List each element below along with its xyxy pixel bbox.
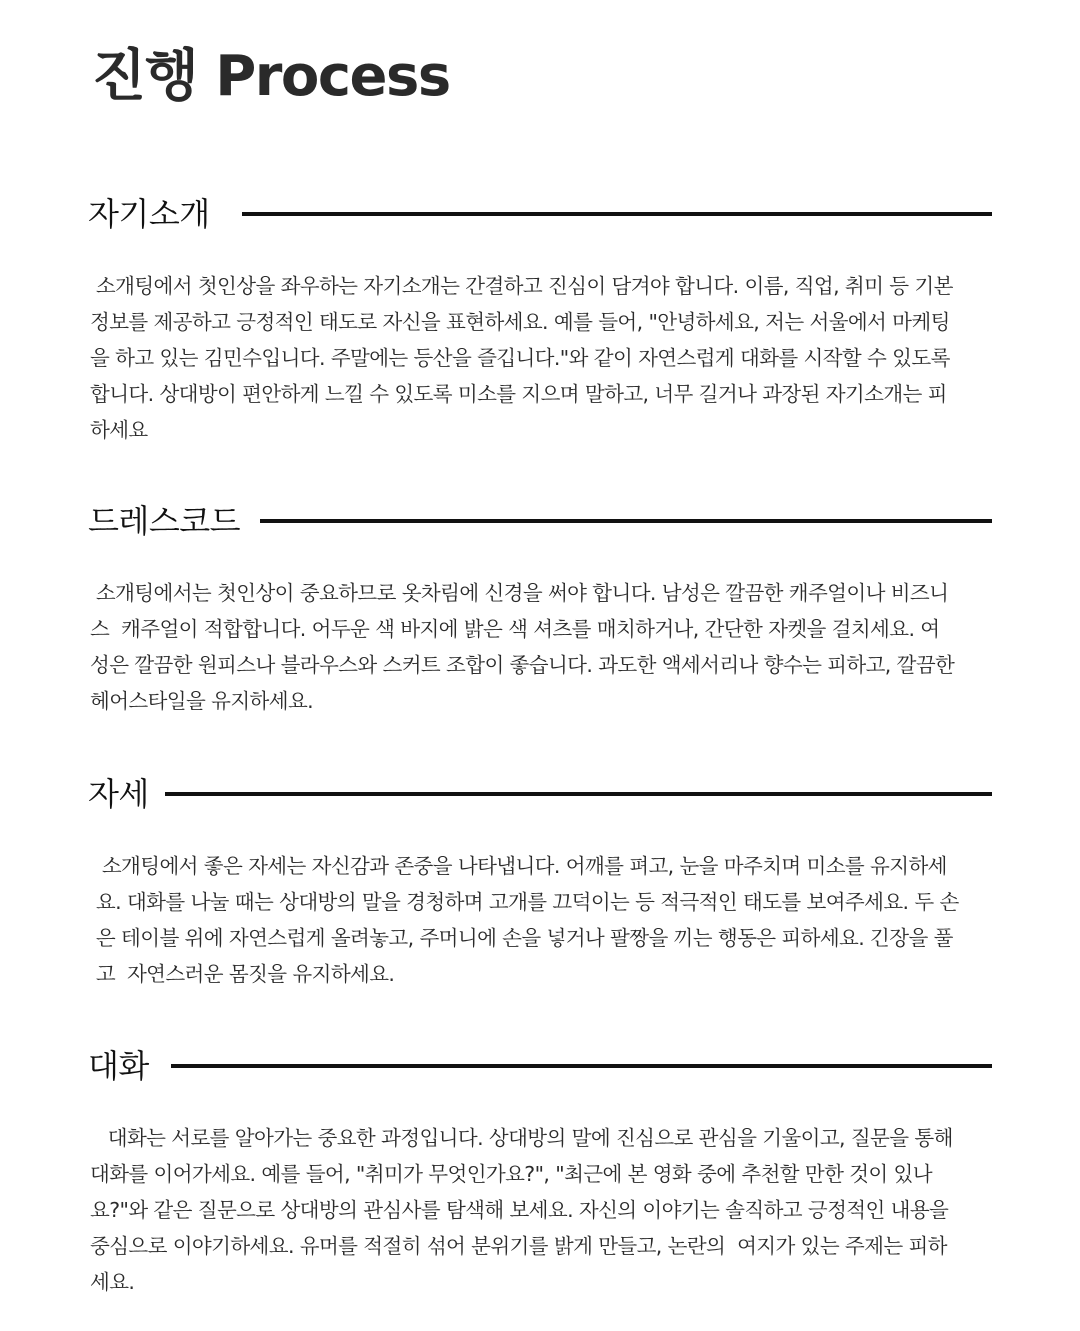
section-self-introduction xyxy=(88,190,992,448)
body-line: 요. 대화를 나눌 때는 상대방의 말을 경청하며 고개를 끄덕이는 등 적극적인 태도를 보여주세요. 두 손 xyxy=(90,890,959,914)
body-line: 스 캐주얼이 적합합니다. 어두운 색 바지에 밝은 색 셔츠를 매치하거나, 간단한 자켓을 걸치세요. 여 xyxy=(90,617,940,641)
section-divider xyxy=(165,792,992,796)
section-dress-code xyxy=(88,497,992,719)
section-heading: 드레스코드 xyxy=(88,502,241,540)
body-line: 을 하고 있는 김민수입니다. 주말에는 등산을 즐깁니다."와 같이 자연스럽게 대화를 시작할 수 있도록 xyxy=(90,346,950,370)
body-line: 중심으로 이야기하세요. 유머를 적절히 섞어 분위기를 밝게 만들고, 논란의 여지가 있는 주제는 피하 xyxy=(90,1234,947,1258)
section-body xyxy=(88,575,990,719)
body-line: 하세요 xyxy=(90,418,148,442)
body-line: 소개팅에서는 첫인상이 중요하므로 옷차림에 신경을 써야 합니다. 남성은 깔끔한 캐주얼이나 비즈니 xyxy=(90,581,949,605)
page-title: 진행 Process xyxy=(92,44,450,109)
body-line: 소개팅에서 좋은 자세는 자신감과 존중을 나타냅니다. 어깨를 펴고, 눈을 마주치며 미소를 유지하세 xyxy=(90,854,947,878)
section-divider xyxy=(260,519,992,523)
body-line: 고 자연스러운 몸짓을 유지하세요. xyxy=(90,962,395,986)
section-body xyxy=(88,848,990,992)
body-line: 대화는 서로를 알아가는 중요한 과정입니다. 상대방의 말에 진심으로 관심을 기울이고, 질문을 통해 xyxy=(90,1126,953,1150)
section-header xyxy=(88,190,992,238)
body-line: 대화를 이어가세요. 예를 들어, "취미가 무엇인가요?", "최근에 본 영화 중에 추천할 만한 것이 있나 xyxy=(90,1162,932,1186)
body-line: 요?"와 같은 질문으로 상대방의 관심사를 탐색해 보세요. 자신의 이야기는 솔직하고 긍정적인 내용을 xyxy=(90,1198,949,1222)
section-posture xyxy=(88,770,992,992)
section-body xyxy=(88,1120,990,1300)
body-line: 헤어스타일을 유지하세요. xyxy=(90,689,314,713)
body-line: 은 테이블 위에 자연스럽게 올려놓고, 주머니에 손을 넣거나 팔짱을 끼는 행동은 피하세요. 긴장을 풀 xyxy=(90,926,953,950)
section-heading: 대화 xyxy=(88,1047,149,1085)
section-divider xyxy=(171,1064,992,1068)
section-body xyxy=(88,268,990,448)
section-heading: 자기소개 xyxy=(88,195,210,233)
section-header xyxy=(88,497,992,545)
body-line: 세요. xyxy=(90,1270,135,1294)
body-line: 합니다. 상대방이 편안하게 느낄 수 있도록 미소를 지으며 말하고, 너무 길거나 과장된 자기소개는 피 xyxy=(90,382,947,406)
body-line: 성은 깔끔한 원피스나 블라우스와 스커트 조합이 좋습니다. 과도한 액세서리나 향수는 피하고, 깔끔한 xyxy=(90,653,955,677)
section-heading: 자세 xyxy=(88,775,149,813)
section-divider xyxy=(242,212,992,216)
body-line: 정보를 제공하고 긍정적인 태도로 자신을 표현하세요. 예를 들어, "안녕하세요, 저는 서울에서 마케팅 xyxy=(90,310,950,334)
section-conversation xyxy=(88,1042,992,1300)
section-header xyxy=(88,770,992,818)
body-line: 소개팅에서 첫인상을 좌우하는 자기소개는 간결하고 진심이 담겨야 합니다. 이름, 직업, 취미 등 기본 xyxy=(90,274,953,298)
section-header xyxy=(88,1042,992,1090)
